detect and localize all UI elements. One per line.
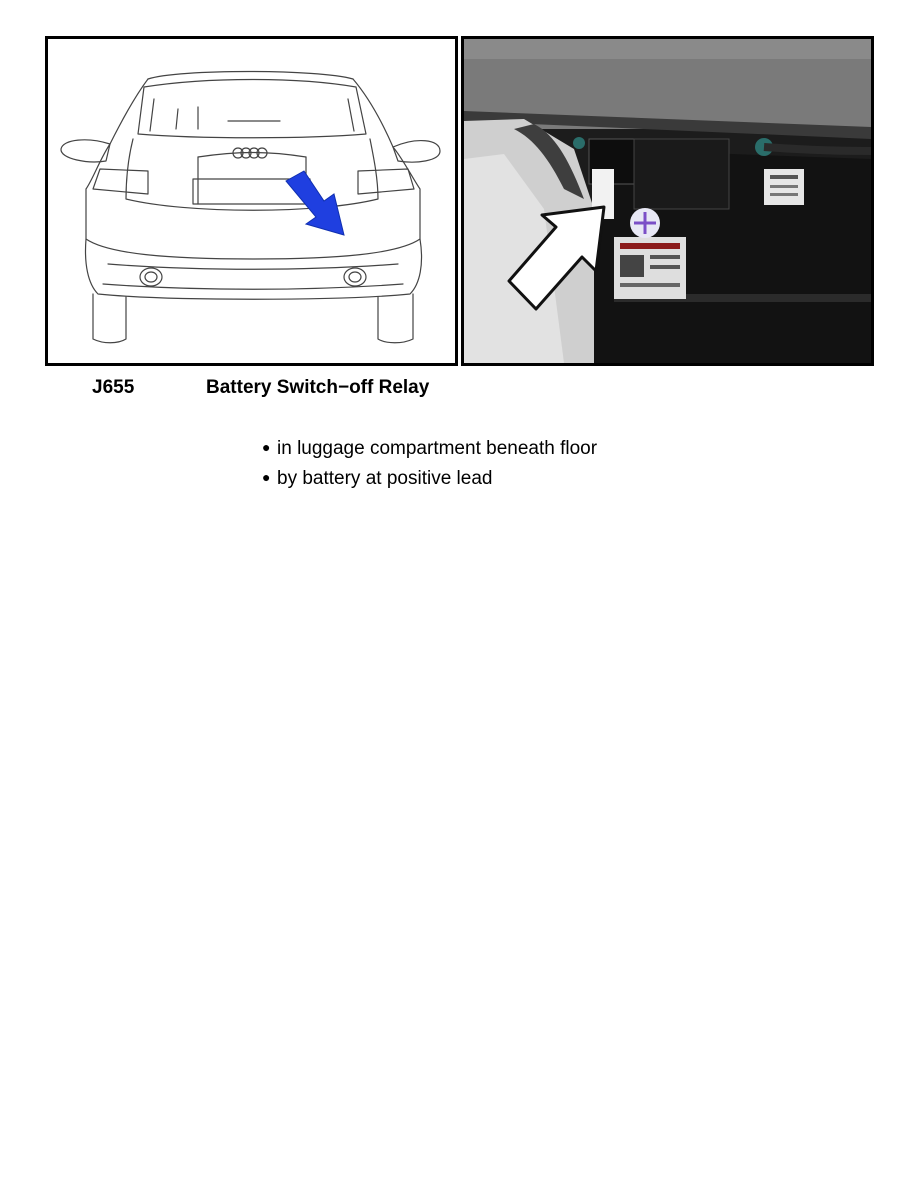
bullet-icon: ● bbox=[262, 439, 271, 455]
location-text: by battery at positive lead bbox=[277, 468, 493, 489]
car-rear-illustration bbox=[45, 36, 458, 366]
battery-location-photo bbox=[461, 36, 874, 366]
location-list bbox=[262, 433, 597, 493]
location-text: in luggage compartment beneath floor bbox=[277, 438, 598, 459]
list-item bbox=[262, 433, 597, 463]
bullet-icon: ● bbox=[262, 469, 271, 485]
car-rear-view-icon bbox=[48, 39, 455, 363]
arrow-icon bbox=[286, 171, 344, 235]
component-name: Battery Switch−off Relay bbox=[206, 377, 430, 398]
list-item bbox=[262, 463, 597, 493]
component-code: J655 bbox=[92, 377, 135, 398]
